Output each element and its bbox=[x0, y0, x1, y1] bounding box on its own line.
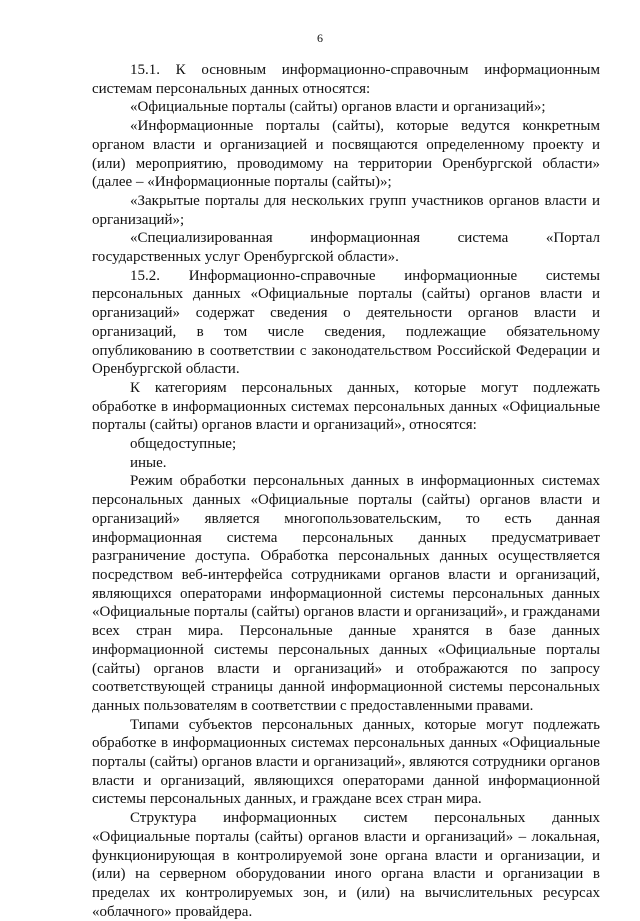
list-item-official-portals: «Официальные порталы (сайты) органов власти и организаций»; bbox=[130, 99, 546, 116]
list-item-other-data: иные. bbox=[130, 454, 167, 471]
list-item-public-services-portal: «Специализированная информационная система «Портал государственных услуг Оренбургской области». bbox=[92, 230, 600, 266]
paragraph-processing-mode: Режим обработки персональных данных в информационных системах персональных данных «Официальные порталы (сайты) органов власти и организаций» является многопользовательским, то есть данная информационная система персональных данных предусматривает разграничение доступа. Обработка персональных данных осуществляется посредством веб-интерфейса сотрудниками органов власти и организаций, являющихся операторами информационной системы персональных данных «Официальные порталы (сайты) органов власти и организаций», и гражданами всех стран мира. Персональные данные хранятся в базе данных информационной системы персональных данных «Официальные порталы (сайты) органов власти и организаций» и отображаются по запросу соответствующей страницы данной информационной системы персональных данных пользователям в соответствии с предоставленными правами. bbox=[92, 473, 600, 714]
paragraph-system-structure: Структура информационных систем персональных данных «Официальные порталы (сайты) органов власти и организаций» – локальная, функционирующая в контролируемой зоне органа власти и организации, и (или) на серверном оборудовании иного органа власти и организации в пределах их контролируемых зон, и (или) на вычислительных ресурсах «облачного» провайдера. bbox=[92, 810, 600, 920]
paragraph-15-1-intro: 15.1. К основным информационно-справочным информационным системам персональных данных относятся: bbox=[92, 62, 600, 97]
list-item-public-data: общедоступные; bbox=[130, 436, 237, 453]
list-item-information-portals: «Информационные порталы (сайты), которые ведутся конкретным органом власти и организацией и посвящаются определенному проекту и (или) мероприятию, проводимому на территории Оренбургской области» (далее – «Информационные порталы (сайты)»; bbox=[92, 118, 600, 191]
page-number: 6 bbox=[317, 31, 323, 45]
document-body bbox=[92, 61, 600, 921]
paragraph-15-2: 15.2. Информационно-справочные информационные системы персональных данных «Официальные порталы (сайты) органов власти и организаций» содержат сведения о деятельности органов власти и организаций, в том числе сведения, подлежащие обязательному опубликованию в соответствии с законодательством Российской Федерации и Оренбургской области. bbox=[92, 267, 600, 378]
paragraph-data-categories: К категориям персональных данных, которые могут подлежать обработке в информационных системах персональных данных «Официальные порталы (сайты) органов власти и организаций», относятся: bbox=[92, 379, 600, 434]
list-item-closed-portals: «Закрытые порталы для нескольких групп участников органов власти и организаций»; bbox=[92, 192, 600, 228]
paragraph-subject-types: Типами субъектов персональных данных, которые могут подлежать обработке в информационных системах персональных данных «Официальные порталы (сайты) органов власти и организаций», являются сотрудники органов власти и организаций, являющихся операторами данной информационной системы персональных данных, и граждане всех стран мира. bbox=[92, 716, 601, 808]
